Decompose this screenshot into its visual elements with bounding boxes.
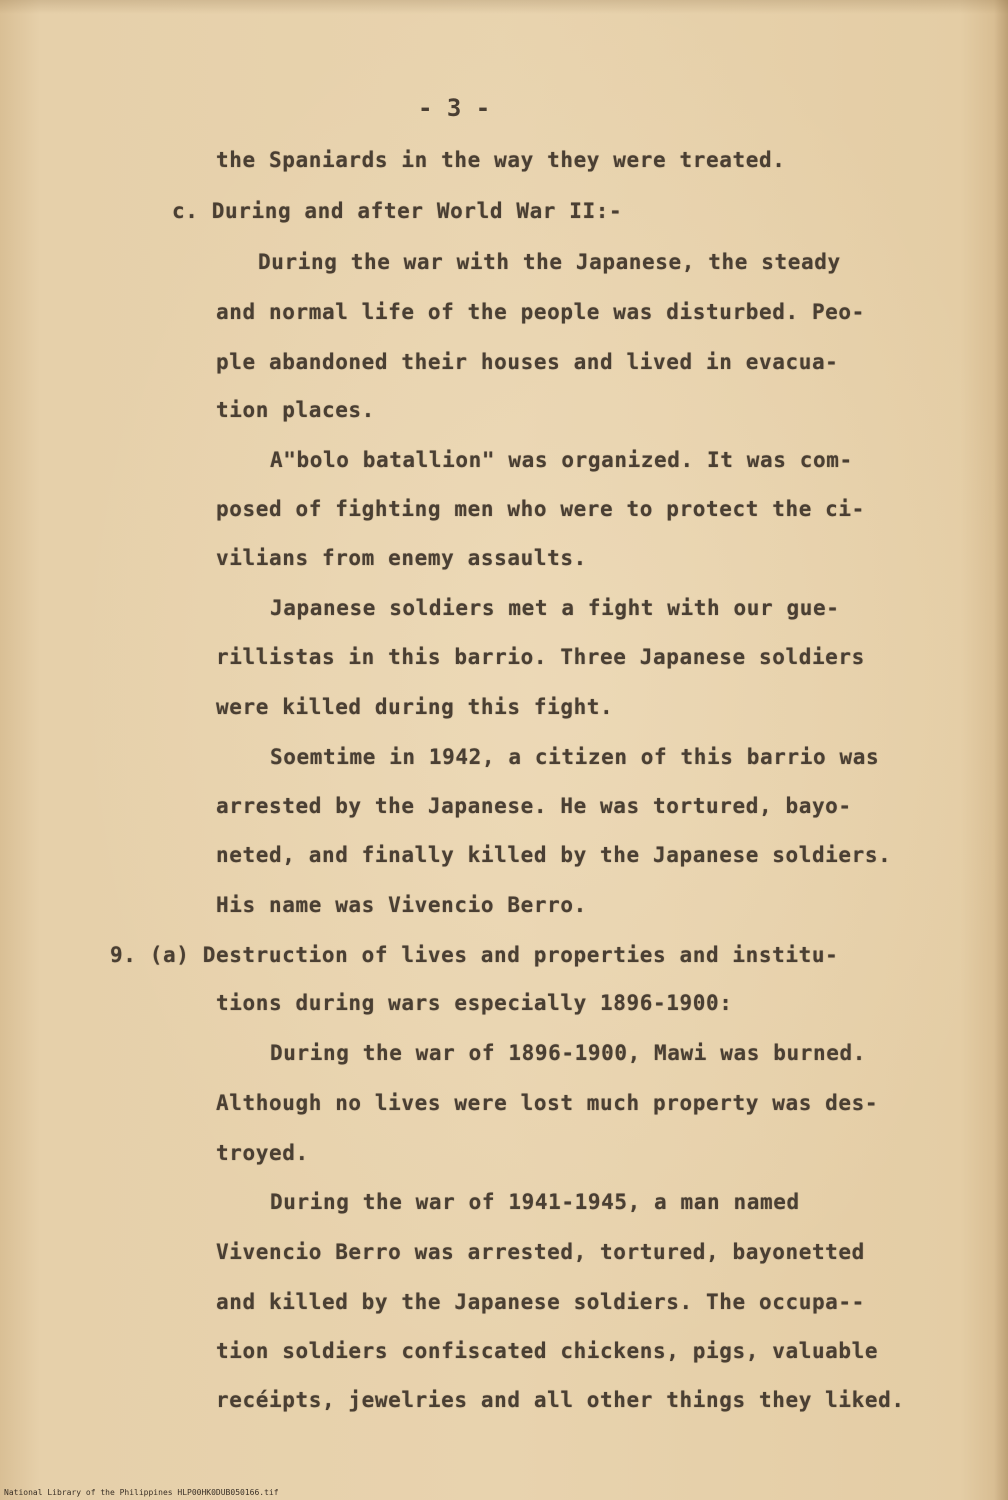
text-line-13: Soemtime in 1942, a citizen of this barrio was <box>270 745 880 769</box>
text-line-11: rillistas in this barrio. Three Japanese soldiers <box>216 645 865 669</box>
text-line-20: Although no lives were lost much property was des- <box>216 1091 879 1115</box>
scan-footer: National Library of the Philippines HLP00HK0DUB050166.tif <box>4 1488 279 1497</box>
text-line-7: A"bolo batallion" was organized. It was com- <box>270 448 853 472</box>
text-line-18: tions during wars especially 1896-1900: <box>216 991 733 1015</box>
text-line-9: vilians from enemy assaults. <box>216 546 587 570</box>
text-line-16: His name was Vivencio Berro. <box>216 893 587 917</box>
page-top-edge <box>0 0 1008 14</box>
text-line-26: recéipts, jewelries and all other things they liked. <box>216 1388 905 1412</box>
text-line-1: the Spaniards in the way they were treated. <box>216 148 786 172</box>
text-line-5: ple abandoned their houses and lived in evacua- <box>216 350 839 374</box>
text-line-19: During the war of 1896-1900, Mawi was burned. <box>270 1041 866 1065</box>
text-line-6: tion places. <box>216 398 375 422</box>
section-heading-9a: 9. (a) Destruction of lives and properties and institu- <box>110 943 839 967</box>
text-line-15: neted, and finally killed by the Japanese soldiers. <box>216 843 892 867</box>
text-line-3: During the war with the Japanese, the steady <box>258 250 841 274</box>
text-line-25: tion soldiers confiscated chickens, pigs, valuable <box>216 1339 879 1363</box>
section-heading-c: c. During and after World War II:- <box>172 199 623 223</box>
text-line-23: Vivencio Berro was arrested, tortured, bayonetted <box>216 1240 865 1264</box>
text-line-10: Japanese soldiers met a fight with our gue- <box>270 596 840 620</box>
text-line-22: During the war of 1941-1945, a man named <box>270 1190 800 1214</box>
text-line-8: posed of fighting men who were to protect the ci- <box>216 497 865 521</box>
text-line-24: and killed by the Japanese soldiers. The occupa-- <box>216 1290 865 1314</box>
page-right-edge <box>994 0 1008 1500</box>
text-line-21: troyed. <box>216 1141 309 1165</box>
text-line-4: and normal life of the people was disturbed. Peo- <box>216 300 865 324</box>
text-line-14: arrested by the Japanese. He was tortured, bayo- <box>216 794 852 818</box>
page-number: - 3 - <box>418 94 491 122</box>
text-line-12: were killed during this fight. <box>216 695 614 719</box>
